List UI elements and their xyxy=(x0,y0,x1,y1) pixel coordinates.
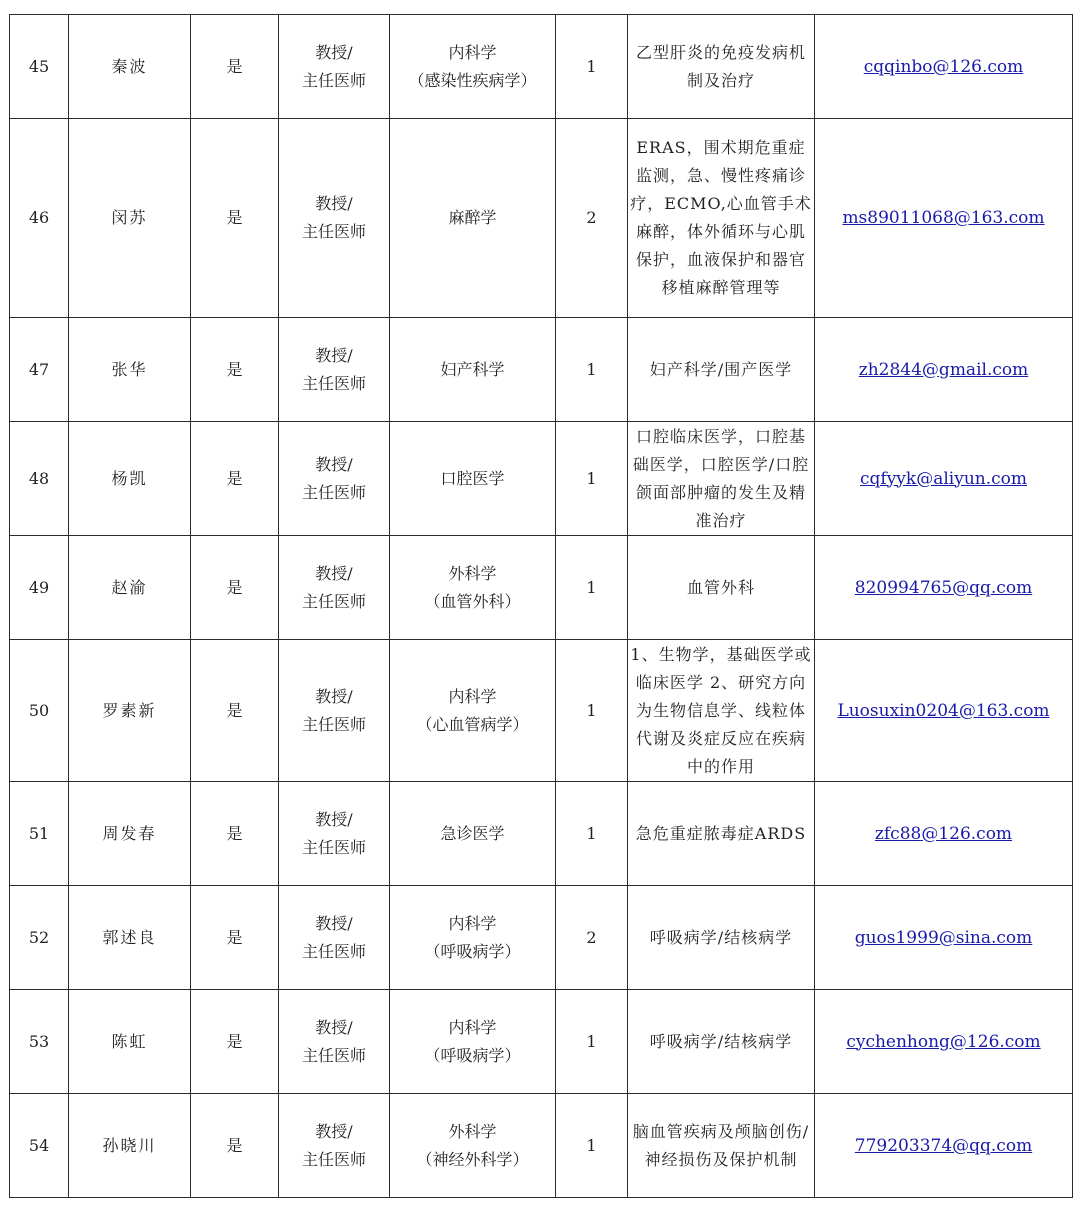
table-row xyxy=(10,119,1073,318)
row-number: 53 xyxy=(10,990,69,1094)
professional-title xyxy=(279,15,390,119)
email-cell xyxy=(815,782,1073,886)
table-row xyxy=(10,1094,1073,1198)
research-direction xyxy=(628,640,815,782)
row-number: 45 xyxy=(10,15,69,119)
enrollment-quota: 1 xyxy=(556,640,628,782)
research-direction xyxy=(628,119,815,318)
enrollment-quota: 1 xyxy=(556,990,628,1094)
discipline-line-1: 外科学 xyxy=(448,1121,497,1141)
discipline-line-2: （血管外科） xyxy=(424,591,521,611)
professional-title xyxy=(279,119,390,318)
title-line-2: 主任医师 xyxy=(301,591,366,611)
supervisor-name: 罗素新 xyxy=(69,640,191,782)
research-direction xyxy=(628,782,815,886)
row-number: 48 xyxy=(10,422,69,536)
discipline-line-1: 内科学 xyxy=(448,686,497,706)
title-line-1: 教授/ xyxy=(315,1017,353,1037)
enrollment-quota: 1 xyxy=(556,782,628,886)
discipline-line-1: 妇产科学 xyxy=(440,359,505,379)
row-number: 54 xyxy=(10,1094,69,1198)
research-direction-text: 呼吸病学/结核病学 xyxy=(649,1031,793,1051)
title-line-1: 教授/ xyxy=(315,1121,353,1141)
doctoral-flag: 是 xyxy=(191,119,279,318)
table-row xyxy=(10,640,1073,782)
doctoral-flag: 是 xyxy=(191,318,279,422)
email-link[interactable]: cqqinbo@126.com xyxy=(863,56,1024,77)
email-cell xyxy=(815,318,1073,422)
discipline xyxy=(390,119,556,318)
title-line-2: 主任医师 xyxy=(301,1045,366,1065)
table-row xyxy=(10,990,1073,1094)
supervisor-name: 秦波 xyxy=(69,15,191,119)
row-number: 49 xyxy=(10,536,69,640)
supervisor-table xyxy=(9,14,1073,1198)
email-link[interactable]: zfc88@126.com xyxy=(874,823,1013,844)
research-direction xyxy=(628,15,815,119)
discipline-line-1: 麻醉学 xyxy=(448,208,497,227)
email-cell xyxy=(815,1094,1073,1198)
discipline-line-1: 急诊医学 xyxy=(440,823,505,843)
discipline-line-2: （心血管病学） xyxy=(416,714,529,734)
discipline-line-2: （神经外科学） xyxy=(416,1149,529,1169)
table-row xyxy=(10,886,1073,990)
discipline xyxy=(390,640,556,782)
email-link[interactable]: zh2844@gmail.com xyxy=(858,359,1029,380)
enrollment-quota: 2 xyxy=(556,886,628,990)
supervisor-name: 张华 xyxy=(69,318,191,422)
discipline xyxy=(390,422,556,536)
doctoral-flag: 是 xyxy=(191,782,279,886)
email-cell xyxy=(815,15,1073,119)
email-link[interactable]: cqfyyk@aliyun.com xyxy=(860,468,1027,489)
professional-title xyxy=(279,1094,390,1198)
title-line-2: 主任医师 xyxy=(301,941,366,961)
professional-title xyxy=(279,886,390,990)
discipline xyxy=(390,782,556,886)
research-direction xyxy=(628,536,815,640)
discipline xyxy=(390,15,556,119)
title-line-2: 主任医师 xyxy=(301,837,366,857)
table-row xyxy=(10,422,1073,536)
email-cell xyxy=(815,886,1073,990)
title-line-2: 主任医师 xyxy=(301,714,366,734)
discipline-line-1: 内科学 xyxy=(448,42,497,62)
discipline xyxy=(390,1094,556,1198)
supervisor-name: 郭述良 xyxy=(69,886,191,990)
email-link[interactable]: 820994765@qq.com xyxy=(854,577,1033,598)
doctoral-flag: 是 xyxy=(191,422,279,536)
doctoral-flag: 是 xyxy=(191,15,279,119)
research-direction-text: 血管外科 xyxy=(686,577,755,597)
professional-title xyxy=(279,640,390,782)
doctoral-flag: 是 xyxy=(191,536,279,640)
supervisor-name: 闵苏 xyxy=(69,119,191,318)
title-line-2: 主任医师 xyxy=(301,222,366,241)
email-link[interactable]: 779203374@qq.com xyxy=(854,1135,1033,1156)
discipline-line-1: 外科学 xyxy=(448,563,497,583)
email-link[interactable]: Luosuxin0204@163.com xyxy=(837,700,1050,721)
email-cell xyxy=(815,536,1073,640)
discipline-line-2: （呼吸病学） xyxy=(424,941,521,961)
supervisor-name: 杨凯 xyxy=(69,422,191,536)
row-number: 46 xyxy=(10,119,69,318)
table-body xyxy=(10,15,1073,1198)
table-row xyxy=(10,318,1073,422)
title-line-1: 教授/ xyxy=(315,194,353,213)
discipline-line-1: 内科学 xyxy=(448,1017,497,1037)
email-link[interactable]: cychenhong@126.com xyxy=(846,1031,1041,1052)
supervisor-name: 赵渝 xyxy=(69,536,191,640)
enrollment-quota: 2 xyxy=(556,119,628,318)
discipline-line-2: （呼吸病学） xyxy=(424,1045,521,1065)
title-line-2: 主任医师 xyxy=(301,70,366,90)
discipline-line-2: （感染性疾病学） xyxy=(408,70,537,90)
title-line-2: 主任医师 xyxy=(301,373,366,393)
title-line-2: 主任医师 xyxy=(301,482,366,502)
discipline-line-1: 内科学 xyxy=(448,913,497,933)
table-row xyxy=(10,536,1073,640)
title-line-1: 教授/ xyxy=(315,809,353,829)
supervisor-name: 孙晓川 xyxy=(69,1094,191,1198)
professional-title xyxy=(279,318,390,422)
row-number: 51 xyxy=(10,782,69,886)
doctoral-flag: 是 xyxy=(191,1094,279,1198)
row-number: 50 xyxy=(10,640,69,782)
email-cell xyxy=(815,640,1073,782)
title-line-1: 教授/ xyxy=(315,563,353,583)
supervisor-name: 周发春 xyxy=(69,782,191,886)
research-direction-text: 急危重症脓毒症ARDS xyxy=(635,823,807,843)
title-line-1: 教授/ xyxy=(315,454,353,474)
enrollment-quota: 1 xyxy=(556,536,628,640)
email-link[interactable]: guos1999@sina.com xyxy=(854,927,1033,948)
email-cell xyxy=(815,422,1073,536)
discipline-line-1: 口腔医学 xyxy=(440,468,505,488)
enrollment-quota: 1 xyxy=(556,422,628,536)
email-link[interactable]: ms89011068@163.com xyxy=(842,208,1045,228)
doctoral-flag: 是 xyxy=(191,640,279,782)
title-line-2: 主任医师 xyxy=(301,1149,366,1169)
research-direction-text: 呼吸病学/结核病学 xyxy=(649,927,793,947)
enrollment-quota: 1 xyxy=(556,318,628,422)
supervisor-name: 陈虹 xyxy=(69,990,191,1094)
table-row xyxy=(10,15,1073,119)
email-cell xyxy=(815,119,1073,318)
research-direction-text: ERAS，围术期危重症监测，急、慢性疼痛诊疗，ECMO,心血管手术麻醉，体外循环与心肌保护，血液保护和器官移植麻醉管理等 xyxy=(630,138,812,297)
title-line-1: 教授/ xyxy=(315,42,353,62)
row-number: 52 xyxy=(10,886,69,990)
research-direction xyxy=(628,990,815,1094)
research-direction-text: 1、生物学，基础医学或临床医学 2、研究方向为生物信息学、线粒体代谢及炎症反应在疾病中的作用 xyxy=(630,644,812,776)
professional-title xyxy=(279,990,390,1094)
professional-title xyxy=(279,422,390,536)
row-number: 47 xyxy=(10,318,69,422)
email-cell xyxy=(815,990,1073,1094)
professional-title xyxy=(279,536,390,640)
doctoral-flag: 是 xyxy=(191,990,279,1094)
research-direction xyxy=(628,318,815,422)
research-direction xyxy=(628,1094,815,1198)
discipline xyxy=(390,536,556,640)
research-direction xyxy=(628,422,815,536)
title-line-1: 教授/ xyxy=(315,345,353,365)
title-line-1: 教授/ xyxy=(315,913,353,933)
research-direction-text: 脑血管疾病及颅脑创伤/神经损伤及保护机制 xyxy=(632,1121,810,1169)
title-line-1: 教授/ xyxy=(315,686,353,706)
discipline xyxy=(390,886,556,990)
enrollment-quota: 1 xyxy=(556,1094,628,1198)
discipline xyxy=(390,990,556,1094)
enrollment-quota: 1 xyxy=(556,15,628,119)
research-direction-text: 妇产科学/围产医学 xyxy=(649,359,793,379)
table-row xyxy=(10,782,1073,886)
discipline xyxy=(390,318,556,422)
research-direction-text: 口腔临床医学，口腔基础医学，口腔医学/口腔颌面部肿瘤的发生及精准治疗 xyxy=(632,426,810,530)
professional-title xyxy=(279,782,390,886)
research-direction xyxy=(628,886,815,990)
research-direction-text: 乙型肝炎的免疫发病机制及治疗 xyxy=(635,42,806,90)
doctoral-flag: 是 xyxy=(191,886,279,990)
